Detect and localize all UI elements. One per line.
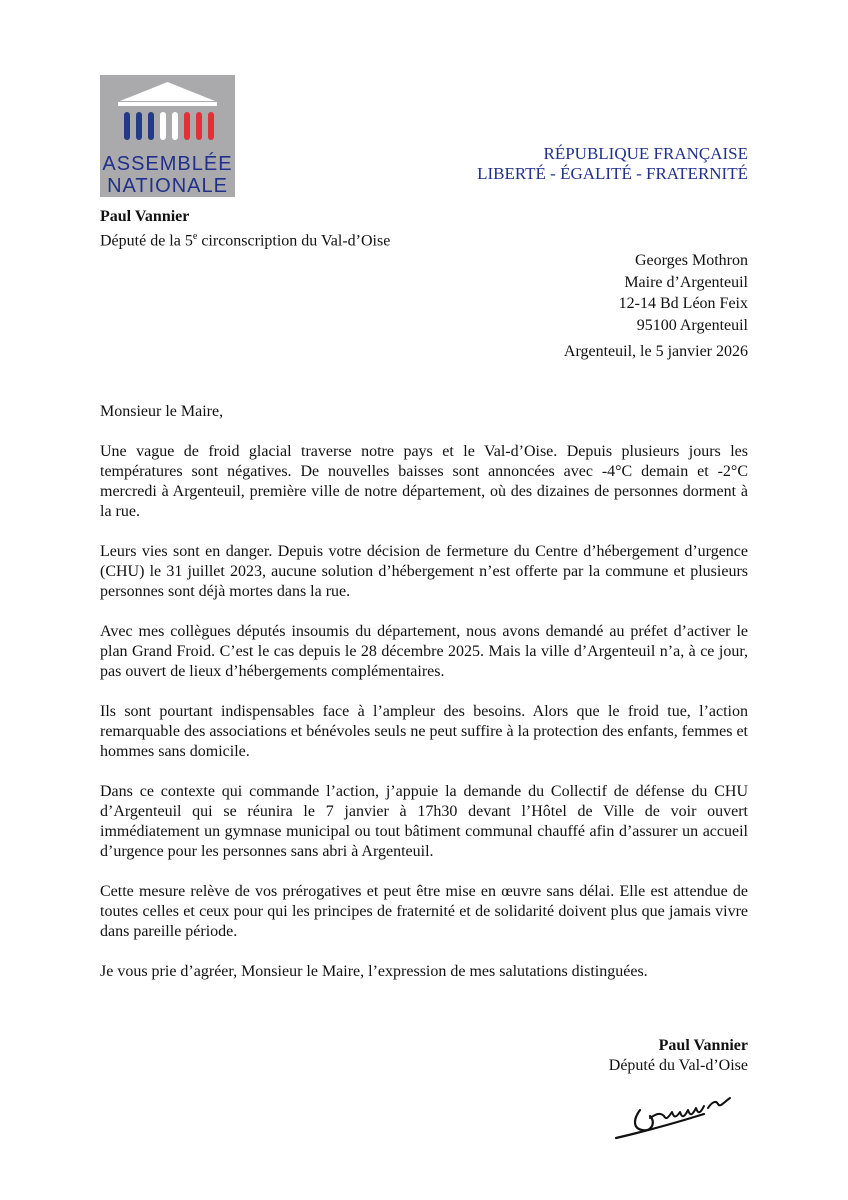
- logo-column-white-1: [160, 112, 166, 140]
- logo-column-blue-2: [136, 112, 142, 140]
- sender-title-sup: e: [192, 231, 198, 242]
- logo-text-line1: ASSEMBLÉE: [102, 153, 233, 175]
- assemblee-nationale-logo: [100, 75, 235, 197]
- body-paragraph: Une vague de froid glacial traverse notre pays et le Val-d’Oise. Depuis plusieurs jours les températures sont négatives. De nouvelles baisses sont annoncées avec -4°C demain et -2°C mercredi à Argenteuil, première ville de notre département, où des dizaines de personnes dorment à la rue.: [100, 443, 748, 520]
- recipient-street: 12-14 Bd Léon Feix: [618, 295, 748, 312]
- body-paragraph: Dans ce contexte qui commande l’action, j’appuie la demande du Collectif de défense du CHU d’Argenteuil qui se réunira le 7 janvier à 17h30 devant l’Hôtel de Ville de voir ouvert immédiatement un gymnase municipal ou tout bâtiment communal chauffé afin d’assurer un accueil d’urgence pour les personnes sans abri à Argenteuil.: [100, 783, 748, 860]
- recipient-role: Maire d’Argenteuil: [624, 273, 748, 291]
- letter-body: [100, 402, 748, 1002]
- republique-header: [477, 144, 748, 184]
- signature-block: [609, 1036, 748, 1076]
- signatory-title: Député du Val-d’Oise: [608, 1057, 748, 1074]
- sender-title-suffix: circonscription du Val-d’Oise: [197, 232, 391, 250]
- recipient-address: [619, 250, 748, 336]
- body-paragraph: Leurs vies sont en danger. Depuis votre décision de fermeture du Centre d’hébergement d’urgence (CHU) le 31 juillet 2023, aucune solution d’hébergement n’est offerte par la commune et plusieurs personnes sont déjà mortes dans la rue.: [100, 543, 748, 600]
- sender-name: Paul Vannier: [100, 208, 190, 225]
- closing-paragraph: Je vous prie d’agréer, Monsieur le Maire, l’expression de mes salutations distinguées.: [100, 963, 648, 980]
- logo-column-white-2: [172, 112, 178, 140]
- body-paragraph: Ils sont pourtant indispensables face à l’ampleur des besoins. Alors que le froid tue, l’action remarquable des associations et bénévoles seuls ne peut suffire à la protection des enfants, femmes et hommes sans domicile.: [100, 703, 748, 760]
- signature-drawing: [612, 1088, 742, 1144]
- salutation: Monsieur le Maire,: [100, 403, 224, 420]
- signatory-name: Paul Vannier: [658, 1037, 748, 1054]
- body-paragraph: Avec mes collègues députés insoumis du département, nous avons demandé au préfet d’activer le plan Grand Froid. C’est le cas depuis le 28 décembre 2025. Mais la ville d’Argenteuil n’a, à ce jour, pas ouvert de lieux d’hébergements complémentaires.: [100, 623, 748, 680]
- devise-line: LIBERTÉ - ÉGALITÉ - FRATERNITÉ: [477, 164, 748, 183]
- recipient-name: Georges Mothron: [634, 252, 748, 269]
- body-paragraph: Cette mesure relève de vos prérogatives et peut être mise en œuvre sans délai. Elle est attendue de toutes celles et ceux pour qui les principes de fraternité et de solidarité doivent plus que jamais vivre dans pareille période.: [100, 883, 748, 940]
- logo-entablature: [118, 102, 217, 106]
- logo-column-blue-3: [148, 112, 154, 140]
- sender-title: [100, 227, 390, 251]
- date-line: Argenteuil, le 5 janvier 2026: [563, 343, 748, 360]
- logo-column-red-3: [208, 112, 214, 140]
- logo-column-red-2: [196, 112, 202, 140]
- logo-graphic: [100, 75, 235, 197]
- handwritten-signature: [612, 1088, 742, 1144]
- sender-block: [100, 207, 390, 251]
- logo-column-red-1: [184, 112, 190, 140]
- recipient-city: 95100 Argenteuil: [636, 316, 748, 334]
- republique-line: RÉPUBLIQUE FRANÇAISE: [543, 144, 748, 163]
- sender-title-prefix: Député de la 5: [100, 232, 193, 250]
- logo-column-blue-1: [124, 112, 130, 140]
- logo-text-line2: NATIONALE: [107, 175, 228, 197]
